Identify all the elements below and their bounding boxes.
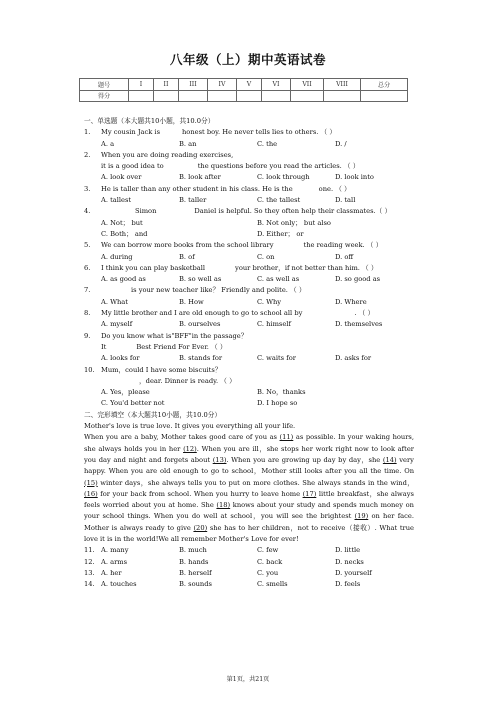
question-text xyxy=(101,285,414,296)
cloze-text: for your back from school. When you hurry to leave home xyxy=(100,489,301,498)
cloze-text: on her face. Mother is always ready to give xyxy=(84,512,414,532)
options-4a xyxy=(84,218,414,229)
option[interactable]: A. tallest xyxy=(101,196,132,205)
question-6 xyxy=(84,263,414,274)
question-text-part: My little brother and I are old enough to go to school all by xyxy=(101,309,303,318)
option[interactable]: A. her xyxy=(101,568,122,577)
option[interactable]: B. ourselves xyxy=(179,320,221,329)
score-value-row xyxy=(80,90,408,102)
question-number: 1. xyxy=(84,128,91,137)
option[interactable]: D. look into xyxy=(335,173,374,182)
question-number: 4. xyxy=(84,207,91,216)
question-number: 12. xyxy=(84,557,95,566)
question-11 xyxy=(84,545,414,556)
option[interactable]: C. the tallest xyxy=(257,196,301,205)
options-3 xyxy=(84,195,414,206)
option[interactable]: D. feels xyxy=(335,580,361,589)
options-4b xyxy=(84,229,414,240)
question-8 xyxy=(84,308,414,319)
option[interactable]: A. Yes，please xyxy=(101,388,150,397)
question-text xyxy=(101,240,414,251)
score-cell[interactable] xyxy=(179,90,208,102)
question-text-part: My cousin Jack is xyxy=(101,128,160,137)
options-10b xyxy=(84,398,414,409)
cloze-blank[interactable]: (19) xyxy=(354,512,369,521)
option[interactable]: D. I hope so xyxy=(257,399,298,408)
option[interactable]: C. Why xyxy=(257,297,282,306)
cloze-blank[interactable]: (15) xyxy=(84,478,98,487)
section-heading-cloze: 二、完形填空（本大题共10小题，共10.0分） xyxy=(84,410,222,419)
score-row-label: 得分 xyxy=(80,90,129,102)
options-5 xyxy=(84,252,414,263)
question-number: 10. xyxy=(84,365,95,374)
cloze-text: . When you are ill，she stops her work right now to look after you day and night and forgets about xyxy=(84,444,414,464)
question-text-part: the questions before you read the articles. （ ） xyxy=(197,162,360,171)
question-text-part: It xyxy=(101,342,107,351)
question-10 xyxy=(84,365,414,376)
options-12 xyxy=(101,557,413,568)
question-text-part: Simon xyxy=(135,207,157,216)
question-text: Do you know what is"BFF"in the passage？ xyxy=(101,331,248,340)
question-1 xyxy=(84,127,414,138)
score-cell[interactable] xyxy=(208,90,237,102)
cloze-blank[interactable]: (11) xyxy=(279,433,294,442)
score-cell[interactable] xyxy=(262,90,291,102)
option[interactable]: C. himself xyxy=(257,320,291,329)
question-9 xyxy=(84,331,414,342)
option[interactable]: C. You'd better not xyxy=(101,399,165,408)
score-cell[interactable] xyxy=(154,90,179,102)
question-text-part: . （ ） xyxy=(354,309,375,318)
question-13 xyxy=(84,568,414,579)
question-text xyxy=(101,308,414,319)
question-text-part: your brother，if not better than him. （ ） xyxy=(235,263,378,272)
option[interactable]: B. much xyxy=(179,546,207,555)
option[interactable]: B. sounds xyxy=(179,580,212,589)
option[interactable]: B. an xyxy=(179,139,197,148)
cloze-text: she has to her children，not to receive（接收）. What true love it is in the world!We all remember Mother's Love for ever! xyxy=(84,523,414,543)
option[interactable]: B. How xyxy=(179,297,204,306)
cloze-blank[interactable]: (14) xyxy=(382,455,397,464)
question-5 xyxy=(84,240,414,251)
option[interactable]: D. off xyxy=(335,252,354,261)
cloze-blank[interactable]: (16) xyxy=(84,489,98,498)
score-header-cell: IV xyxy=(208,79,237,91)
option[interactable]: D. little xyxy=(335,546,361,555)
question-3 xyxy=(84,184,414,195)
score-cell[interactable] xyxy=(324,90,361,102)
option[interactable]: B. taller xyxy=(179,196,207,205)
score-cell[interactable] xyxy=(129,90,154,102)
score-header-cell: VIII xyxy=(324,79,361,91)
question-text-part: it is a good idea to xyxy=(101,162,164,171)
option[interactable]: B. No，thanks xyxy=(257,388,306,397)
options-8 xyxy=(84,319,414,330)
score-header-cell: VI xyxy=(262,79,291,91)
score-cell[interactable] xyxy=(237,90,262,102)
option[interactable]: A. Not； but xyxy=(101,218,143,227)
score-header-cell: 题号 xyxy=(80,79,129,91)
option[interactable]: B. so well as xyxy=(179,275,222,284)
score-header-cell: 总分 xyxy=(361,79,408,91)
question-number: 3. xyxy=(84,184,91,193)
question-text xyxy=(101,184,414,195)
question-text-part: We can borrow more books from the school library xyxy=(101,241,274,250)
question-text: When you are doing reading exercises, xyxy=(101,150,234,159)
score-header-row xyxy=(80,79,408,91)
option[interactable]: D. Where xyxy=(335,297,367,306)
question-number: 2. xyxy=(84,150,91,159)
question-number: 14. xyxy=(84,580,95,589)
question-text-part: the reading week. （ ） xyxy=(303,241,383,250)
option[interactable]: C. waits for xyxy=(257,354,296,363)
cloze-blank[interactable]: (17) xyxy=(302,489,317,498)
option[interactable]: A. during xyxy=(101,252,133,261)
question-9-line-2 xyxy=(84,342,414,353)
option[interactable]: B. of xyxy=(179,252,195,261)
question-text-part: He is taller than any other student in his class. He is the xyxy=(101,184,293,193)
score-header-cell: I xyxy=(129,79,154,91)
option[interactable]: C. look through xyxy=(257,173,310,182)
options-2 xyxy=(84,172,414,183)
exam-content xyxy=(84,116,414,590)
question-text-part: is your new teacher like？ Friendly and polite. （ ） xyxy=(131,286,306,295)
option[interactable]: C. as well as xyxy=(257,275,300,284)
question-number: 8. xyxy=(84,309,91,318)
question-10-line-2 xyxy=(84,376,414,387)
option[interactable]: A. What xyxy=(101,297,128,306)
option[interactable]: D. asks for xyxy=(335,354,372,363)
question-text-part: one. （ ） xyxy=(318,184,351,193)
question-number: 9. xyxy=(84,331,91,340)
option[interactable]: D. Either； or xyxy=(257,229,304,238)
option[interactable]: C. Both； and xyxy=(101,229,148,238)
option[interactable]: A. look over xyxy=(101,173,142,182)
question-2 xyxy=(84,150,414,161)
exam-title: 八年级（上）期中英语试卷 xyxy=(169,52,326,67)
option[interactable]: B. hands xyxy=(179,557,209,566)
cloze-line-1: Mother's love is true love. It gives you everything all your life. xyxy=(84,422,296,431)
cloze-text: . When you are growing up day by day，she xyxy=(226,455,381,464)
option[interactable]: A. touches xyxy=(101,580,137,589)
question-number: 11. xyxy=(84,546,95,555)
question-14 xyxy=(84,579,414,590)
option[interactable]: D. / xyxy=(335,139,347,148)
question-number: 13. xyxy=(84,568,95,577)
options-7 xyxy=(84,297,414,308)
question-text xyxy=(101,206,414,217)
option[interactable]: A. many xyxy=(101,546,129,555)
option[interactable]: B. Not only； but also xyxy=(257,218,331,227)
score-header-cell: V xyxy=(237,79,262,91)
question-text-part: ，dear. Dinner is ready. （ ） xyxy=(139,376,236,385)
question-4 xyxy=(84,206,414,217)
cloze-text: winter days，she always tells you to put on more clothes. She always stands in the wind， xyxy=(100,478,414,487)
option[interactable]: D. necks xyxy=(335,557,364,566)
options-9 xyxy=(84,353,414,364)
score-header-cell: VII xyxy=(291,79,324,91)
question-7 xyxy=(84,285,414,296)
option[interactable]: A. myself xyxy=(101,320,133,329)
cloze-blank[interactable]: (13) xyxy=(212,455,227,464)
option[interactable]: C. the xyxy=(257,139,278,148)
question-2-line-2 xyxy=(84,161,414,172)
question-number: 6. xyxy=(84,263,91,272)
cloze-blank[interactable]: (12) xyxy=(183,444,197,453)
question-text-part: I think you can play basketball xyxy=(101,263,206,272)
question-text xyxy=(101,263,414,274)
option[interactable]: C. on xyxy=(257,252,275,261)
option[interactable]: D. themselves xyxy=(335,320,383,329)
score-header-cell: III xyxy=(179,79,208,91)
cloze-text: When you are a baby, Mother takes good care of you as xyxy=(84,433,277,442)
question-text-part: Daniel is helpful. So they often help their classmates.（ ） xyxy=(194,207,392,216)
cloze-blank[interactable]: (18) xyxy=(216,501,231,510)
question-number: 7. xyxy=(84,286,91,295)
options-11 xyxy=(101,545,413,556)
option[interactable]: D. so good as xyxy=(335,275,381,284)
section-heading-single-choice: 一、单选题（本大题共10小题，共10.0分） xyxy=(84,117,215,125)
options-6 xyxy=(84,274,414,285)
options-14 xyxy=(101,579,413,590)
cloze-blank[interactable]: (20) xyxy=(193,523,208,532)
option[interactable]: C. smells xyxy=(257,580,288,589)
option[interactable]: B. stands for xyxy=(179,354,223,363)
cloze-text: as possible. In your waking hours, she always holds you in her xyxy=(84,433,414,453)
cloze-text: knows about your study and spends much money on your school things. When you do well at school，you will see the brightest xyxy=(84,501,414,521)
question-text-part: honest boy. He never tells lies to others. （ ） xyxy=(182,128,337,137)
cloze-passage xyxy=(84,432,414,545)
question-text: Mum，could I have some biscuits？ xyxy=(101,365,222,374)
option[interactable]: B. look after xyxy=(179,173,221,182)
score-cell[interactable] xyxy=(291,90,324,102)
option[interactable]: C. back xyxy=(257,557,283,566)
cloze-text: little breakfast，she always feels worried about you at home. She xyxy=(84,489,414,510)
options-10a xyxy=(84,387,414,398)
question-text-part: Best Friend For Ever. （ ） xyxy=(136,342,227,351)
option[interactable]: A. as good as xyxy=(101,275,146,284)
option[interactable]: A. arms xyxy=(101,557,128,566)
option[interactable]: A. a xyxy=(101,139,115,148)
option[interactable]: D. yourself xyxy=(335,568,372,577)
score-header-cell: II xyxy=(154,79,179,91)
page-footer: 第1页，共21页 xyxy=(226,676,270,683)
cloze-text: very happy. When you are old enough to go to school，Mother still looks after you all the time. On xyxy=(84,455,414,476)
option[interactable]: C. few xyxy=(257,546,279,555)
question-12 xyxy=(84,557,414,568)
score-cell[interactable] xyxy=(361,90,408,102)
option[interactable]: B. herself xyxy=(179,568,212,577)
option[interactable]: A. looks for xyxy=(101,354,140,363)
question-number: 5. xyxy=(84,241,91,250)
question-text xyxy=(101,127,414,138)
option[interactable]: D. tall xyxy=(335,196,356,205)
score-table xyxy=(79,78,408,102)
option[interactable]: C. you xyxy=(257,568,279,577)
options-1 xyxy=(84,139,414,150)
options-13 xyxy=(101,568,413,579)
